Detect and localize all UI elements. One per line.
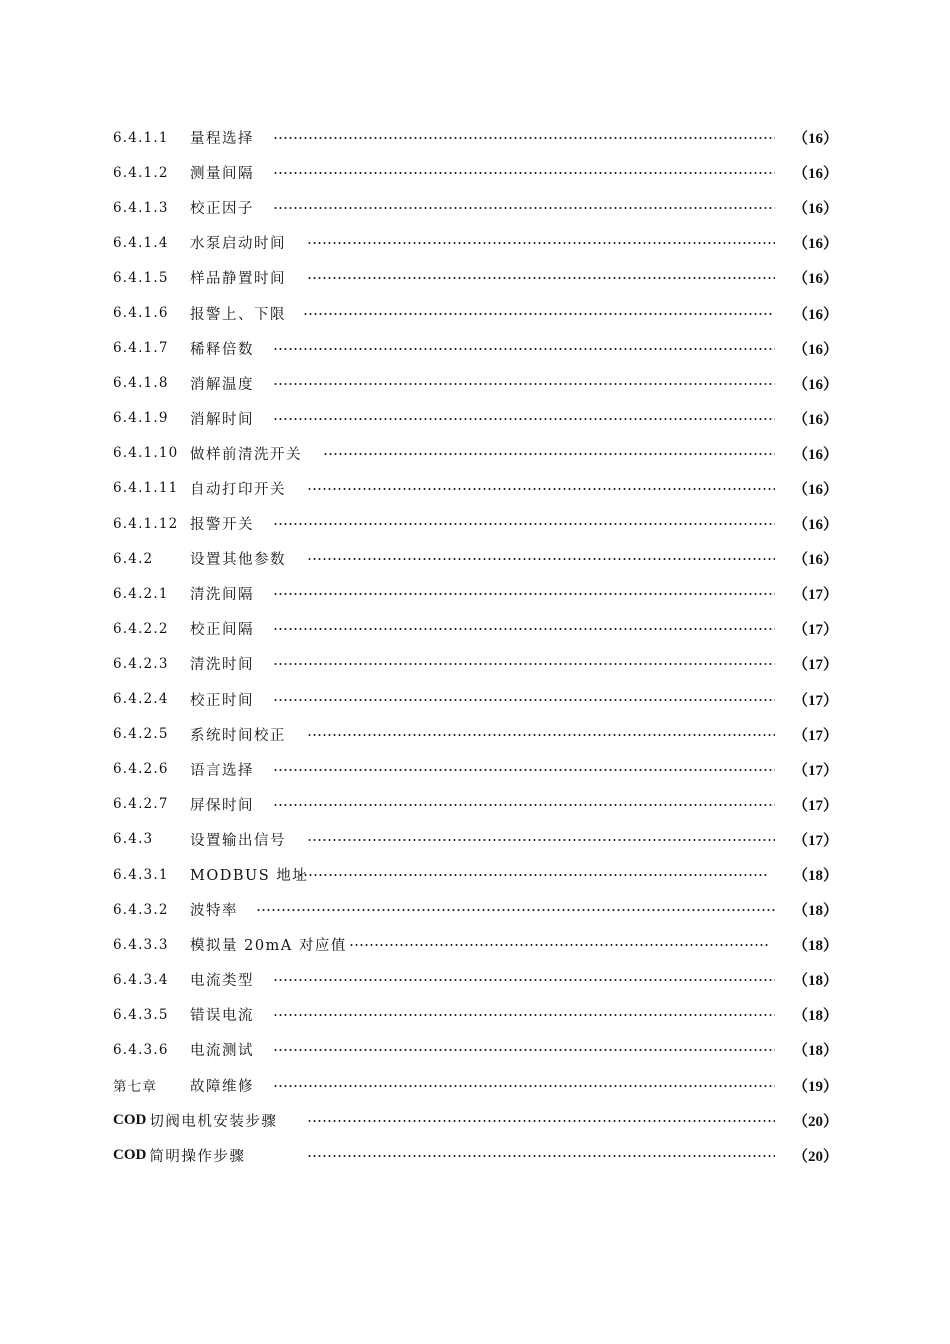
toc-entry-page: （16） (792, 131, 838, 148)
toc-entry-title: 屏保时间 (190, 797, 254, 814)
toc-entry-page: （20） (792, 1148, 838, 1165)
toc-entry-title: 水泵启动时间 (190, 236, 286, 253)
toc-entry[interactable] (113, 822, 838, 857)
toc-entry-page: （16） (792, 341, 838, 358)
toc-dot-leader (298, 857, 768, 892)
toc-entry-page: （18） (792, 1043, 838, 1060)
toc-entry-title: 故障维修 (190, 1078, 254, 1095)
toc-entry-number: 6.4.1.5 (113, 269, 169, 286)
toc-dot-leader (307, 541, 775, 576)
toc-dot-leader (273, 120, 775, 155)
toc-entry-number: 6.4.3.6 (113, 1041, 169, 1058)
toc-entry-page: （16） (792, 166, 838, 183)
toc-entry-number: 6.4.1.4 (113, 234, 169, 251)
toc-dot-leader (273, 401, 775, 436)
toc-entry-title: 做样前清洗开关 (190, 446, 302, 463)
toc-entry[interactable] (113, 120, 838, 155)
toc-dot-leader (273, 1068, 775, 1103)
toc-entry[interactable] (113, 646, 838, 681)
toc-entry-title: 错误电流 (190, 1008, 254, 1025)
toc-entry[interactable] (113, 787, 838, 822)
toc-entry-title: 样品静置时间 (190, 271, 286, 288)
toc-entry-title: 报警上、下限 (190, 306, 286, 323)
toc-entry[interactable] (113, 436, 838, 471)
toc-entry-number: 6.4.3.5 (113, 1006, 169, 1023)
toc-entry-page: （17） (792, 657, 838, 674)
toc-entry-number: 6.4.2.4 (113, 691, 169, 708)
toc-entry-page: （17） (792, 622, 838, 639)
toc-entry-title: 清洗间隔 (190, 587, 254, 604)
toc-entry-title: 切阀电机安装步骤 (149, 1113, 278, 1130)
toc-entry[interactable] (113, 857, 838, 892)
toc-entry-number: 6.4.2 (113, 550, 154, 567)
toc-dot-leader (307, 471, 775, 506)
toc-entry-page: （16） (792, 481, 838, 498)
toc-entry-page: （16） (792, 517, 838, 534)
toc-dot-leader (273, 506, 775, 541)
toc-entry-title: 波特率 (190, 903, 238, 920)
toc-entry-page: （18） (792, 1008, 838, 1025)
toc-entry-number: 6.4.1.11 (113, 480, 179, 497)
toc-dot-leader (273, 366, 775, 401)
toc-entry-title: 语言选择 (190, 762, 254, 779)
toc-entry-page: （18） (792, 938, 838, 955)
toc-entry-title: 校正因子 (190, 201, 254, 218)
toc-entry-page: （17） (792, 832, 838, 849)
toc-entry-page: （16） (792, 201, 838, 218)
toc-entry[interactable] (113, 401, 838, 436)
toc-entry[interactable] (113, 576, 838, 611)
toc-dot-leader (307, 260, 775, 295)
toc-entry-page: （17） (792, 797, 838, 814)
toc-entry-title: 自动打印开关 (190, 481, 286, 498)
toc-entry-page: （16） (792, 552, 838, 569)
toc-entry[interactable] (113, 331, 838, 366)
toc-entry-page: （18） (792, 868, 838, 885)
toc-entry[interactable] (113, 997, 838, 1032)
toc-entry[interactable] (113, 190, 838, 225)
toc-entry-page: （16） (792, 271, 838, 288)
toc-entry-page: （18） (792, 973, 838, 990)
toc-entry[interactable] (113, 611, 838, 646)
toc-entry[interactable] (113, 1138, 838, 1173)
toc-entry[interactable] (113, 892, 838, 927)
toc-entry[interactable] (113, 260, 838, 295)
toc-entry-title: 电流类型 (190, 973, 254, 990)
toc-entry-page: （17） (792, 692, 838, 709)
toc-entry[interactable] (113, 295, 838, 330)
toc-dot-leader (307, 225, 775, 260)
toc-entry-number: 6.4.2.1 (113, 585, 169, 602)
toc-entry[interactable] (113, 471, 838, 506)
table-of-contents (113, 120, 838, 1173)
toc-dot-leader (323, 436, 775, 471)
toc-dot-leader (273, 611, 775, 646)
toc-entry-number: 第七章 (113, 1079, 158, 1096)
toc-entry-title: 模拟量 20mA 对应值 (190, 938, 347, 955)
toc-entry-number: 6.4.1.1 (113, 129, 169, 146)
toc-dot-leader (303, 295, 773, 330)
toc-entry[interactable] (113, 506, 838, 541)
toc-entry-page: （20） (792, 1113, 838, 1130)
toc-entry-number: 6.4.1.3 (113, 199, 169, 216)
toc-entry[interactable] (113, 962, 838, 997)
toc-dot-leader (273, 752, 775, 787)
toc-entry-title: MODBUS 地址 (190, 868, 309, 885)
toc-entry-number: 6.4.3.3 (113, 936, 169, 953)
toc-entry-number: 6.4.1.9 (113, 410, 169, 427)
toc-dot-leader (349, 927, 768, 962)
toc-entry-title: 报警开关 (190, 517, 254, 534)
toc-dot-leader (273, 962, 775, 997)
toc-entry-page: （18） (792, 903, 838, 920)
toc-entry-title: 校正间隔 (190, 622, 254, 639)
toc-entry-number: 6.4.3.2 (113, 901, 169, 918)
toc-entry-title: 稀释倍数 (190, 341, 254, 358)
toc-entry[interactable] (113, 682, 838, 717)
toc-entry-page: （17） (792, 727, 838, 744)
toc-dot-leader (273, 682, 775, 717)
toc-entry-page: （16） (792, 236, 838, 253)
toc-entry-number: 6.4.1.7 (113, 340, 169, 357)
toc-entry-number: 6.4.3 (113, 831, 154, 848)
toc-dot-leader (273, 576, 775, 611)
toc-entry-title: 清洗时间 (190, 657, 254, 674)
toc-entry-number: 6.4.1.6 (113, 305, 169, 322)
toc-dot-leader (307, 717, 775, 752)
toc-entry[interactable] (113, 155, 838, 190)
toc-entry[interactable] (113, 717, 838, 752)
toc-dot-leader (273, 787, 775, 822)
toc-entry[interactable] (113, 1103, 838, 1138)
toc-entry[interactable] (113, 541, 838, 576)
toc-dot-leader (307, 1103, 775, 1138)
toc-entry-number: 6.4.1.10 (113, 445, 179, 462)
toc-entry-number: 6.4.3.4 (113, 971, 169, 988)
toc-entry-number: 6.4.2.3 (113, 655, 169, 672)
toc-entry-title: 消解温度 (190, 376, 254, 393)
toc-entry-number: 6.4.2.6 (113, 761, 169, 778)
toc-entry-title: 校正时间 (190, 692, 254, 709)
toc-entry-page: （16） (792, 306, 838, 323)
toc-entry-number: 6.4.1.12 (113, 515, 179, 532)
toc-entry[interactable] (113, 366, 838, 401)
toc-entry[interactable] (113, 927, 838, 962)
toc-entry[interactable] (113, 225, 838, 260)
toc-entry-number: 6.4.1.2 (113, 164, 169, 181)
toc-dot-leader (273, 997, 775, 1032)
toc-entry[interactable] (113, 752, 838, 787)
toc-dot-leader (273, 155, 775, 190)
toc-entry-title: 设置输出信号 (190, 832, 286, 849)
toc-dot-leader (307, 822, 775, 857)
toc-entry-title: 测量间隔 (190, 166, 254, 183)
toc-entry-title: 系统时间校正 (190, 727, 286, 744)
toc-dot-leader (273, 190, 775, 225)
toc-entry-number: 6.4.2.5 (113, 726, 169, 743)
toc-entry-number: 6.4.2.2 (113, 620, 169, 637)
toc-dot-leader (256, 892, 775, 927)
toc-entry-page: （17） (792, 587, 838, 604)
toc-entry-number: 6.4.1.8 (113, 375, 169, 392)
toc-entry-title: 量程选择 (190, 131, 254, 148)
toc-entry-number: COD (113, 1146, 147, 1163)
toc-entry-title: 简明操作步骤 (149, 1148, 246, 1165)
toc-entry-number: 6.4.2.7 (113, 796, 169, 813)
toc-entry[interactable] (113, 1032, 838, 1067)
toc-dot-leader (307, 1138, 775, 1173)
toc-dot-leader (273, 331, 775, 366)
toc-entry-number: 6.4.3.1 (113, 866, 169, 883)
toc-entry-page: （17） (792, 762, 838, 779)
toc-entry-page: （16） (792, 411, 838, 428)
toc-entry-title: 消解时间 (190, 411, 254, 428)
toc-entry-title: 电流测试 (190, 1043, 254, 1060)
toc-entry-page: （16） (792, 446, 838, 463)
toc-entry[interactable] (113, 1068, 838, 1103)
toc-entry-page: （19） (792, 1078, 838, 1095)
toc-entry-title: 设置其他参数 (190, 552, 286, 569)
toc-entry-number: COD (113, 1111, 147, 1128)
toc-dot-leader (273, 1032, 775, 1067)
toc-entry-page: （16） (792, 376, 838, 393)
toc-dot-leader (273, 646, 775, 681)
